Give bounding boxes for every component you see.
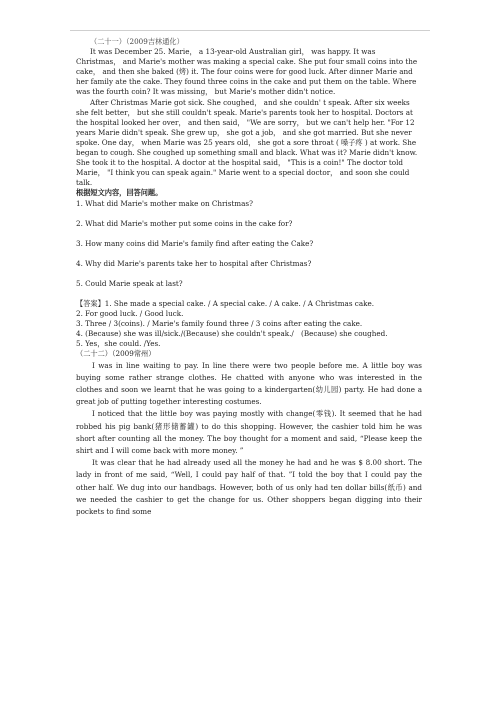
answer-line: 2. For good luck. / Good luck. [76,309,184,319]
question: 4. Why did Marie's parents take her to hospital after Christmas? [76,258,312,268]
passage-paragraph: It was December 25. Marie， a 13-year-old Australian girl， was happy. It was Christmas， and Marie's mother was making a special cake. She put four small coins into the cake， and then she baked (烤) it. The four coins were for good luck. After dinner Marie and her family ate the cake. They found three coins in the cake and put them on the table. Where was the fourth coin? It was missing， but Marie's mother didn't notice. [76,47,418,97]
passage-paragraph: I noticed that the little boy was paying mostly with change(零钱). It seemed that he had robbed his pig bank(猪形储蓄罐) to do this shopping. However, the cashier told him he was short after counting all the money. The boy thought for a moment and said, “Please keep the shirt and I will come back with more money. ” [76,409,422,455]
answer-line: 4. (Because) she was ill/sick./(Because) she couldn't speak./ (Because) she coughed. [76,329,388,339]
question: 3. How many coins did Marie's family find after eating the Cake? [76,238,314,248]
document-body [76,37,422,518]
answer-line: 3. Three / 3(coins). / Marie's family found three / 3 coins after eating the cake. [76,319,363,329]
section-heading: （二十一）（2009吉林通化） [90,37,184,46]
answer-line: 5. Yes，she could. /Yes. [76,339,161,349]
instruction: 根据短文内容，回答问题。 [76,188,163,198]
passage-paragraph: It was clear that he had already used all the money he had and he was $ 8.00 short. The lady in front of me said, “Well, I could pay half of that. ”I told the boy that I could pay the other half. We dug into our handbags. However, both of us only had ten dollar bills(纸币) and we needed the cashier to get the change for us. Other shoppers began digging into their pockets to find some [76,458,422,516]
section-heading: （二十二）（2009常州） [76,349,156,359]
header-rule [70,30,430,31]
question: 1. What did Marie's mother make on Christmas? [76,198,253,208]
passage-paragraph: I was in line waiting to pay. In line there were two people before me. A little boy was buying some rather strange clothes. He chatted with anyone who was interested in the clothes and soon we learnt that he was going to a kindergarten(幼儿园) party. He had done a great job of putting together interesting costumes. [76,360,422,407]
answer-line: 【答案】1. She made a special cake. / A special cake. / A cake. / A Christmas cake. [76,298,374,308]
question: 5. Could Marie speak at last? [76,278,183,288]
passage-paragraph: After Christmas Marie got sick. She coughed， and she couldn' t speak. After six weeks she felt better， but she still couldn't speak. Marie's parents took her to hospital. Doctors at the hospital looked her over， and then said， "We are sorry， but we can't help her. "For 12 years Marie didn't speak. She grew up， she got a job， and she got married. But she never spoke. One day， when Marie was 25 years old， she got a sore throat ( 嗓子疼 ) at work. She began to cough. She coughed up something small and black. What was it? Marie didn't know. She took it to the hospital. A doctor at the hospital said， "This is a coin!" The doctor told Marie， "I think you can speak again." Marie went to a special doctor， and soon she could talk. [76,97,418,188]
question: 2. What did Marie's mother put some coins in the cake for? [76,218,293,228]
